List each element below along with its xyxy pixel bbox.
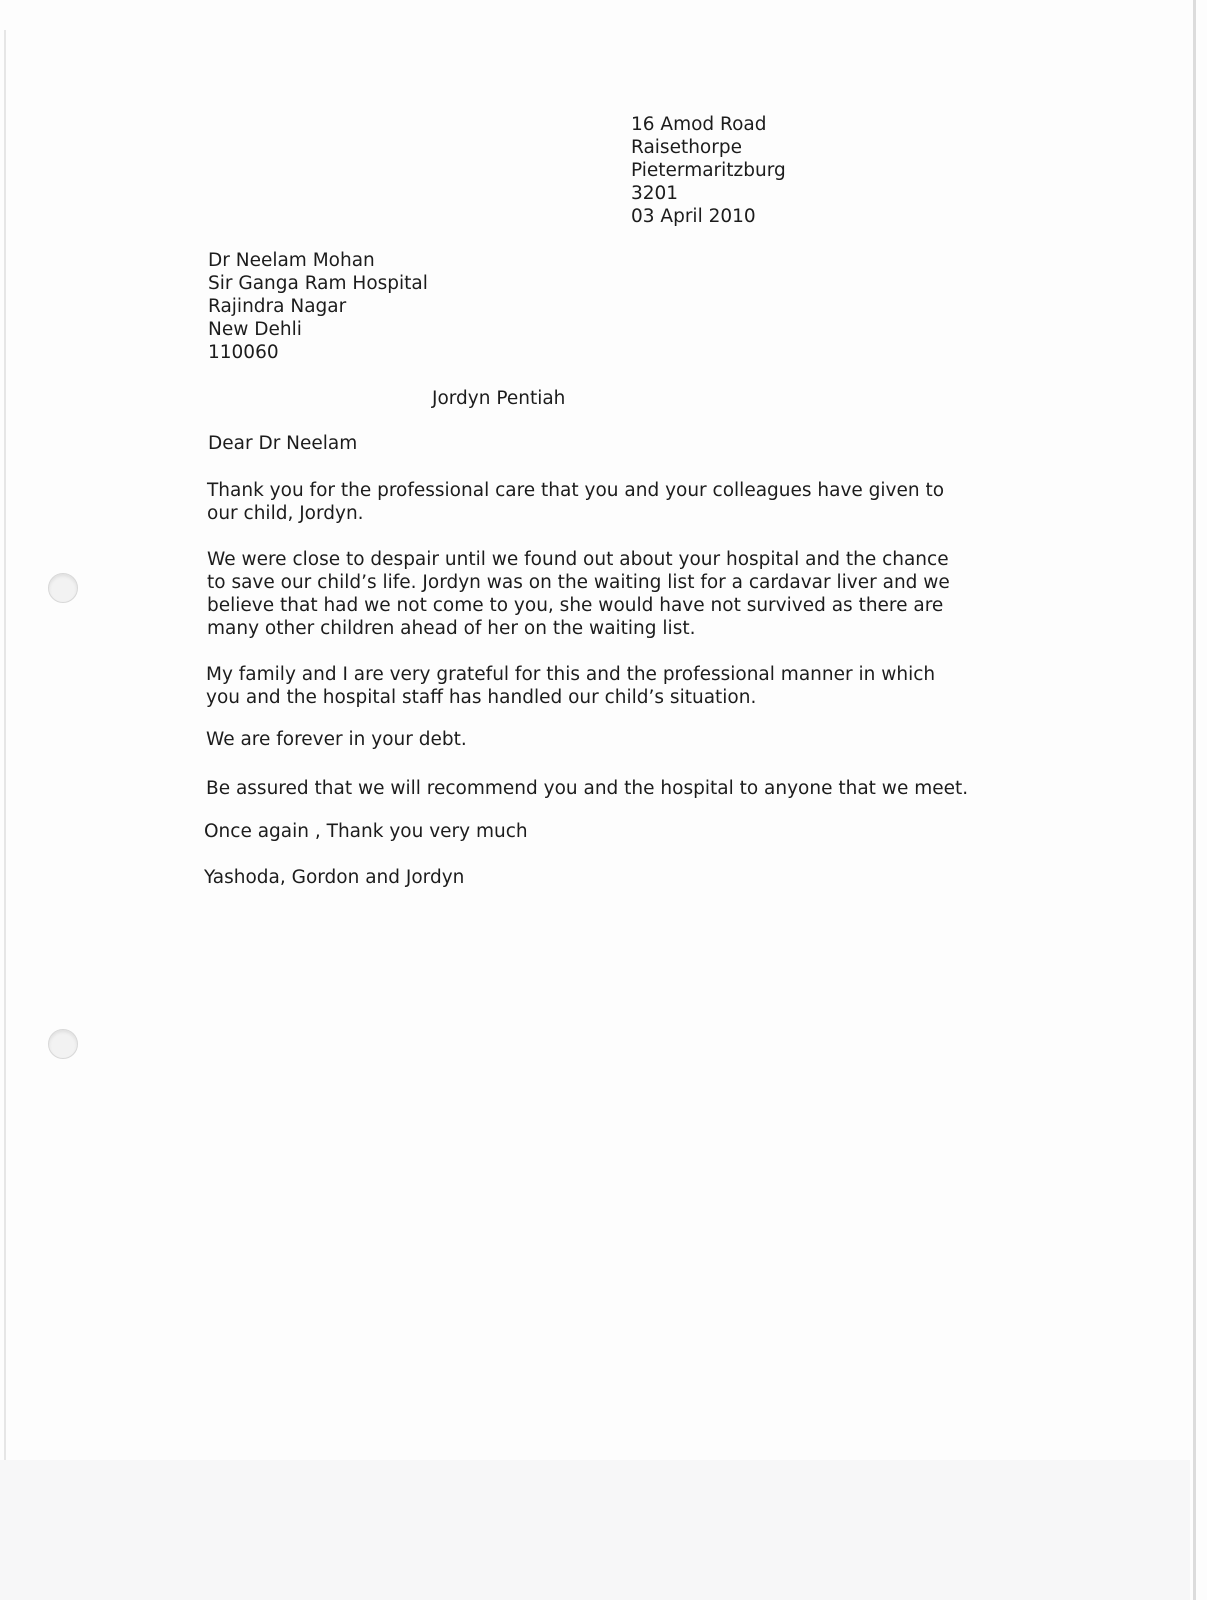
closing-line: Once again , Thank you very much — [204, 821, 528, 842]
paragraph-line: We were close to despair until we found out about your hospital and the chance — [207, 549, 949, 570]
punch-hole-icon — [48, 1029, 78, 1059]
sender-street: 16 Amod Road — [631, 114, 767, 135]
paragraph-line: our child, Jordyn. — [207, 503, 364, 524]
paragraph-line: Thank you for the professional care that you and your colleagues have given to — [207, 480, 945, 501]
punch-hole-icon — [48, 573, 78, 603]
paragraph-debt — [206, 728, 467, 751]
paragraph-line: My family and I are very grateful for this and the professional manner in which — [206, 664, 936, 685]
paragraph-thanks — [207, 479, 944, 525]
sender-address — [631, 113, 786, 228]
recipient-address — [208, 249, 428, 364]
paragraph-line: you and the hospital staff has handled our child’s situation. — [206, 687, 757, 708]
scan-shadow-band — [0, 1460, 1190, 1600]
paragraph-line: We are forever in your debt. — [206, 729, 467, 750]
sender-postcode: 3201 — [631, 183, 679, 204]
paragraph-line: to save our child’s life. Jordyn was on the waiting list for a cardavar liver and we — [207, 572, 950, 593]
letter-date: 03 April 2010 — [631, 206, 756, 227]
recipient-name: Dr Neelam Mohan — [208, 250, 375, 271]
paragraph-line: believe that had we not come to you, she would have not survived as there are — [207, 595, 944, 616]
paragraph-grateful — [206, 663, 935, 709]
sender-city: Pietermaritzburg — [631, 160, 786, 181]
paragraph-line: Be assured that we will recommend you and the hospital to anyone that we meet. — [206, 778, 969, 799]
scan-edge-left — [4, 30, 6, 1600]
recipient-area: Rajindra Nagar — [208, 296, 347, 317]
recipient-hospital: Sir Ganga Ram Hospital — [208, 273, 428, 294]
paragraph-despair — [207, 548, 950, 640]
recipient-postcode: 110060 — [208, 342, 279, 363]
salutation: Dear Dr Neelam — [208, 433, 358, 454]
paragraph-recommend — [206, 777, 968, 800]
scan-edge-right — [1193, 0, 1196, 1600]
recipient-city: New Dehli — [208, 319, 302, 340]
signoff-names: Yashoda, Gordon and Jordyn — [204, 867, 465, 888]
paragraph-line: many other children ahead of her on the waiting list. — [207, 618, 696, 639]
letter-subject: Jordyn Pentiah — [432, 388, 566, 409]
sender-suburb: Raisethorpe — [631, 137, 742, 158]
